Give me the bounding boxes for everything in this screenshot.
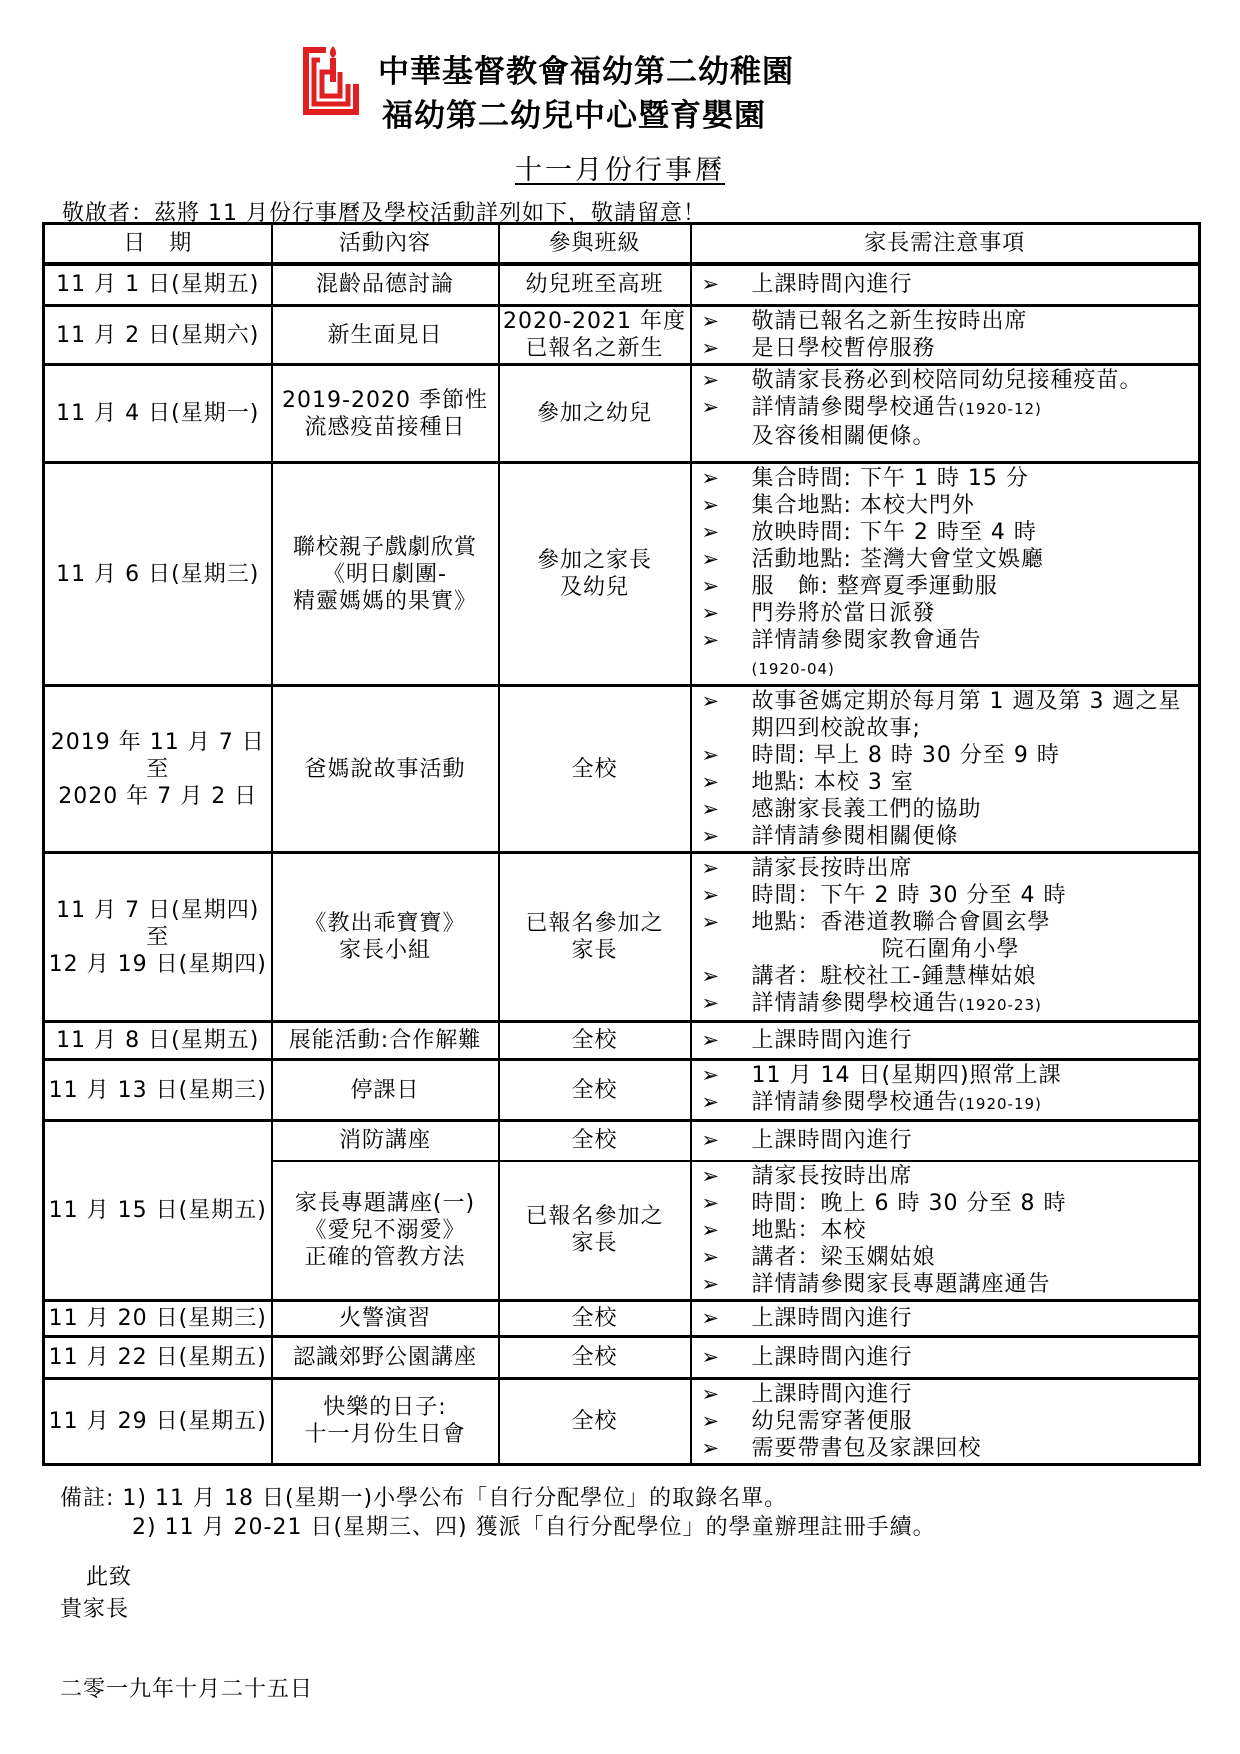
- schedule-table: [42, 222, 1201, 1466]
- activity-line: 家長小組: [338, 938, 431, 963]
- row-notes: [691, 463, 1200, 686]
- row-notes: [691, 365, 1200, 463]
- row-date: 11 月 22 日(星期五): [44, 1336, 272, 1378]
- note-item: ➢ 時間：晚上 6 時 30 分至 8 時: [702, 1190, 1195, 1217]
- activity-line: 《明日劇團-: [323, 561, 447, 587]
- note-item: ➢ 請家長按時出席: [702, 855, 1195, 882]
- class-line: 參加之家長: [536, 548, 652, 573]
- row-activity: 認識郊野公園講座: [272, 1336, 499, 1378]
- closing-line-1: 此致: [86, 1565, 133, 1590]
- table-row: [44, 1022, 1200, 1060]
- row-date: 11 月 29 日(星期五): [44, 1378, 272, 1464]
- note-item: ➢ 感謝家長義工們的協助: [702, 796, 1195, 823]
- row-activity: 消防講座: [272, 1121, 499, 1161]
- date-line: 11 月 7 日(星期四): [56, 897, 260, 923]
- row-class: 全校: [499, 1060, 691, 1121]
- row-activity: [272, 853, 499, 1022]
- note-item: ➢ 上課時間內進行: [702, 1305, 1195, 1332]
- row-notes: [691, 1161, 1200, 1301]
- table-header-row: [44, 224, 1200, 264]
- class-line: 2020-2021 年度: [503, 309, 686, 334]
- school-name-primary: 中華基督教會福幼第二幼稚園: [378, 54, 794, 90]
- closing-line-2: 貴家長: [60, 1597, 130, 1622]
- class-line: 已報名參加之: [525, 1204, 664, 1229]
- column-header-date: 日 期: [44, 224, 272, 264]
- note-item: ➢ 放映時間: 下午 2 時至 4 時: [702, 519, 1195, 546]
- row-notes: [691, 686, 1200, 853]
- note-item: ➢ 敬請家長務必到校陪同幼兒接種疫苗。: [702, 367, 1195, 394]
- table-row: [44, 853, 1200, 1022]
- row-activity: 新生面見日: [272, 306, 499, 365]
- activity-line: 快樂的日子:: [323, 1395, 447, 1420]
- row-activity: 爸媽說故事活動: [272, 686, 499, 853]
- note-item: ➢ 請家長按時出席: [702, 1163, 1195, 1190]
- row-notes: [691, 1378, 1200, 1464]
- row-date: 11 月 15 日(星期五): [44, 1121, 272, 1301]
- note-item: ➢ 上課時間內進行: [702, 271, 1195, 298]
- table-row: [44, 1060, 1200, 1121]
- note-item: ➢ 詳情請參閱學校通告(1920-19): [702, 1089, 1195, 1118]
- row-date: 11 月 4 日(星期一): [44, 365, 272, 463]
- row-activity: [272, 365, 499, 463]
- activity-line: 聯校親子戲劇欣賞: [292, 534, 477, 560]
- remark-line-2: 2) 11 月 20-21 日(星期三、四) 獲派「自行分配學位」的學童辦理註冊手續。: [132, 1515, 936, 1540]
- row-class: 幼兒班至高班: [499, 264, 691, 306]
- table-row: [44, 686, 1200, 853]
- date-line: 12 月 19 日(星期四): [48, 951, 267, 977]
- table-row: [44, 463, 1200, 686]
- table-row: [44, 1121, 1200, 1161]
- church-school-logo-icon: [300, 44, 362, 118]
- activity-line: 《教出乖寶寶》: [304, 911, 466, 936]
- class-line: 家長: [571, 1231, 618, 1256]
- note-item: ➢ 上課時間內進行: [702, 1381, 1195, 1408]
- table-row: [44, 1336, 1200, 1378]
- note-item: ➢ 講者：梁玉嫻姑娘: [702, 1244, 1195, 1271]
- note-item: ➢ 敬請已報名之新生按時出席: [702, 308, 1195, 335]
- note-item: ➢ 集合時間: 下午 1 時 15 分: [702, 465, 1195, 492]
- row-class: [499, 463, 691, 686]
- row-class: 全校: [499, 1378, 691, 1464]
- date-line: 至: [146, 756, 170, 782]
- row-notes: [691, 1022, 1200, 1060]
- row-activity: 混齡品德討論: [272, 264, 499, 306]
- row-date: [44, 853, 272, 1022]
- table-row: [44, 306, 1200, 365]
- page-title: 十一月份行事曆: [515, 155, 725, 186]
- row-notes: [691, 1336, 1200, 1378]
- row-class: [499, 853, 691, 1022]
- row-activity: [272, 1161, 499, 1301]
- remarks: [60, 1484, 936, 1542]
- activity-line: 2019-2020 季節性: [282, 387, 488, 413]
- note-item: ➢ 時間：下午 2 時 30 分至 4 時: [702, 882, 1195, 909]
- column-header-class: 參與班級: [499, 224, 691, 264]
- activity-line: 流感疫苗接種日: [304, 414, 466, 440]
- class-line: 及幼兒: [559, 575, 629, 600]
- remark-line-1: 備註: 1) 11 月 18 日(星期一)小學公布「自行分配學位」的取錄名單。: [60, 1486, 788, 1511]
- row-notes: [691, 853, 1200, 1022]
- note-item: ➢ 11 月 14 日(星期四)照常上課: [702, 1062, 1195, 1089]
- row-date: 11 月 2 日(星期六): [44, 306, 272, 365]
- note-item: ➢ 是日學校暫停服務: [702, 335, 1195, 362]
- school-name-secondary: 福幼第二幼兒中心暨育嬰園: [382, 98, 766, 134]
- row-notes: [691, 1300, 1200, 1336]
- note-item: ➢ 故事爸媽定期於每月第 1 週及第 3 週之星期四到校說故事;: [702, 688, 1195, 742]
- activity-line: 精靈媽媽的果實》: [292, 588, 477, 614]
- row-class: [499, 1161, 691, 1301]
- note-item: ➢ 詳情請參閱家長專題講座通告: [702, 1271, 1195, 1298]
- row-activity: [272, 1378, 499, 1464]
- note-item: ➢ 服 飾: 整齊夏季運動服: [702, 573, 1195, 600]
- note-item: ➢ 上課時間內進行: [702, 1344, 1195, 1371]
- row-notes: [691, 1121, 1200, 1161]
- row-class: 全校: [499, 1121, 691, 1161]
- table-row: [44, 1378, 1200, 1464]
- class-line: 家長: [571, 938, 618, 963]
- row-notes: [691, 1060, 1200, 1121]
- activity-line: 家長專題講座(一): [294, 1190, 476, 1216]
- column-header-notes: 家長需注意事項: [691, 224, 1200, 264]
- intro-text: 敬啟者：茲將 11 月份行事曆及學校活動詳列如下，敬請留意！: [62, 201, 706, 226]
- table-row: [44, 264, 1200, 306]
- note-item: ➢ 上課時間內進行: [702, 1127, 1195, 1154]
- row-class: 全校: [499, 1300, 691, 1336]
- row-date: 11 月 13 日(星期三): [44, 1060, 272, 1121]
- activity-line: 正確的管教方法: [304, 1244, 466, 1270]
- row-class: 全校: [499, 1022, 691, 1060]
- activity-line: 十一月份生日會: [304, 1422, 466, 1447]
- table-row: [44, 365, 1200, 463]
- row-activity: [272, 463, 499, 686]
- row-date: 11 月 1 日(星期五): [44, 264, 272, 306]
- row-activity: 火警演習: [272, 1300, 499, 1336]
- activity-line: 《愛兒不溺愛》: [304, 1217, 466, 1243]
- note-item: ➢ 活動地點: 荃灣大會堂文娛廳: [702, 546, 1195, 573]
- row-class: 參加之幼兒: [499, 365, 691, 463]
- note-item: ➢ 講者：駐校社工-鍾慧樺姑娘: [702, 963, 1195, 990]
- letterhead: [300, 40, 940, 134]
- note-item: ➢ 詳情請參閱家教會通告 (1920-04): [702, 627, 1195, 683]
- row-date: [44, 686, 272, 853]
- date-line: 2020 年 7 月 2 日: [58, 783, 258, 809]
- class-line: 已報名參加之: [525, 911, 664, 936]
- note-item: ➢ 地點：本校: [702, 1217, 1195, 1244]
- date-line: 至: [146, 924, 170, 950]
- closing: [60, 1562, 132, 1626]
- note-item: ➢ 門券將於當日派發: [702, 600, 1195, 627]
- row-activity: 展能活動:合作解難: [272, 1022, 499, 1060]
- column-header-activity: 活動內容: [272, 224, 499, 264]
- note-item: ➢ 上課時間內進行: [702, 1027, 1195, 1054]
- row-date: 11 月 20 日(星期三): [44, 1300, 272, 1336]
- row-notes: [691, 306, 1200, 365]
- row-class: 全校: [499, 686, 691, 853]
- note-item: ➢ 詳情請參閱學校通告(1920-23): [702, 990, 1195, 1019]
- row-class: 全校: [499, 1336, 691, 1378]
- letter-date: 二零一九年十月二十五日: [60, 1677, 314, 1702]
- note-item: ➢ 詳情請參閱相關便條: [702, 823, 1195, 850]
- note-item: ➢ 地點：香港道教聯合會圓玄學 院石圍角小學: [702, 909, 1195, 963]
- note-item: ➢ 需要帶書包及家課回校: [702, 1435, 1195, 1462]
- row-date: 11 月 8 日(星期五): [44, 1022, 272, 1060]
- note-item: ➢ 地點: 本校 3 室: [702, 769, 1195, 796]
- row-date: 11 月 6 日(星期三): [44, 463, 272, 686]
- note-item: ➢ 集合地點: 本校大門外: [702, 492, 1195, 519]
- table-row: [44, 1300, 1200, 1336]
- date-line: 2019 年 11 月 7 日: [50, 729, 265, 755]
- row-notes: [691, 264, 1200, 306]
- row-activity: 停課日: [272, 1060, 499, 1121]
- class-line: 已報名之新生: [525, 336, 664, 361]
- note-item: ➢ 時間: 早上 8 時 30 分至 9 時: [702, 742, 1195, 769]
- note-item: ➢ 幼兒需穿著便服: [702, 1408, 1195, 1435]
- row-class: [499, 306, 691, 365]
- note-item: ➢ 詳情請參閱學校通告(1920-12) 及容後相關便條。: [702, 394, 1195, 450]
